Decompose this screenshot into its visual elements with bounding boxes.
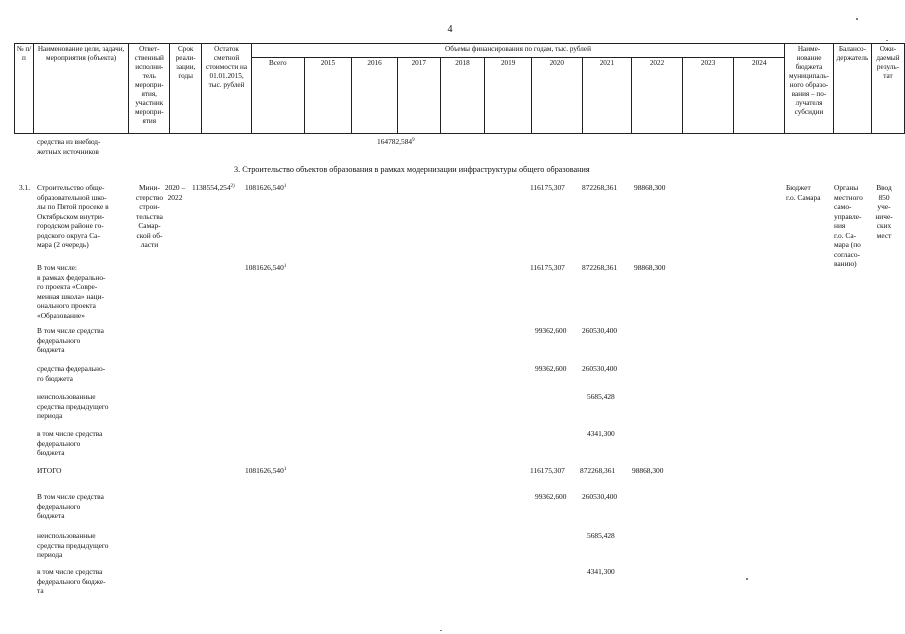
total-label: ИТОГО [37,466,62,475]
item-holder: Органы местного само- управле- ния г.о. Са- мара (по согласо- ванию) [834,183,863,268]
item-result: Ввод 850 уче- ниче- ских мест [875,183,893,240]
incl-2020: 116175,307 [530,263,565,272]
unused1-2021: 5685,428 [587,392,615,401]
fed2-2020: 99362,600 [535,364,567,373]
header-year: 2024 [734,58,785,134]
header-holder: Балансо-держатель [833,44,871,134]
header-year: 2021 [582,58,632,134]
scan-speck [440,630,442,631]
header-year: 2017 [397,58,440,134]
header-year: 2015 [304,58,352,134]
item-2020: 116175,307 [530,183,565,192]
scan-speck [856,18,858,20]
header-year: 2019 [485,58,532,134]
header-responsible: Ответ-ственный исполни-тель меропри-ятия, участник меропри-ятия [129,44,170,134]
fed1-2020: 99362,600 [535,326,567,335]
item-total: 1081626,540$^1$ [245,183,287,192]
item-responsible: Мини- стерство строи- тельства Самар- ской об- ласти [135,183,164,249]
fed2-label: средства федерально- го бюджета [37,364,106,383]
header-rest: Остаток сметной стоимости на 01.01.2015, тыс. рублей [202,44,252,134]
header-term: Срок реали-зации, годы [170,44,202,134]
item-name: Строительство обще- образовательной шко- лы по Пятой просеке в Октябрьском внутри- городском районе го- родского округа Са- мара (2 очередь) [37,183,109,249]
header-year: 2023 [682,58,734,134]
total-2020: 116175,307 [530,466,565,475]
item-2022: 98868,300 [634,183,666,192]
header-num: № п/п [15,44,34,134]
section-title: 3. Строительство объектов образования в рамках модернизации инфраструктуры общего образования [234,165,590,174]
header-result: Ожи-даемый резуль-тат [871,44,904,134]
fed3-label: в том числе средства федерального бюджета [37,429,103,457]
item-number: 3.1. [19,183,31,192]
total-total: 1081626,540$^1$ [245,466,287,475]
header-year: 2020 [531,58,582,134]
unused2-2021: 5685,428 [587,531,615,540]
fed4-label: В том числе средства федерального бюджета [37,492,104,520]
header-budget: Наиме-нование бюджета муниципаль-ного образо-вания – по-лучателя субсидии [785,44,834,134]
page-number: 4 [447,24,453,35]
header-volumes: Объемы финансирования по годам, тыс. рублей [251,44,784,58]
header-year: 2022 [632,58,683,134]
scan-speck [886,40,888,41]
extra-budget-2017: 164782,584$^9$ [377,137,415,146]
incl-label: В том числе: в рамках федерально- го проекта «Совре- менная школа» наци- онального проекта «Образование» [37,263,106,320]
header-year: 2018 [440,58,485,134]
item-2021: 872268,361 [582,183,618,192]
total-2022: 98868,300 [632,466,664,475]
fed1-label: В том числе средства федерального бюджета [37,326,104,354]
fed4-2020: 99362,600 [535,492,567,501]
item-rest: 1138554,254$^{2)}$ [192,183,235,192]
fed4-2021: 260530,400 [582,492,618,501]
unused2-label: неиспользованные средства предыдущего периода [37,531,109,559]
fed5-label: в том числе средства федерального бюдже- та [37,567,106,595]
fed1-2021: 260530,400 [582,326,618,335]
header-name: Наименование цели, задачи, мероприятия (объекта) [33,44,128,134]
header-year: 2016 [352,58,398,134]
header-total: Всего [251,58,304,134]
unused1-label: неиспользованные средства предыдущего периода [37,392,109,420]
table-header [14,43,905,134]
fed5-2021: 4341,300 [587,567,615,576]
incl-2021: 872268,361 [582,263,618,272]
item-term: 2020 – 2022 [164,183,186,202]
incl-2022: 98868,300 [634,263,666,272]
scan-speck [746,578,748,580]
fed2-2021: 260530,400 [582,364,618,373]
total-2021: 872268,361 [580,466,616,475]
extra-budget-label: средства из внебюд- жетных источников [37,137,101,156]
item-budget: Бюджет г.о. Самара [786,183,821,202]
incl-total: 1081626,540$^1$ [245,263,287,272]
fed3-2021: 4341,300 [587,429,615,438]
